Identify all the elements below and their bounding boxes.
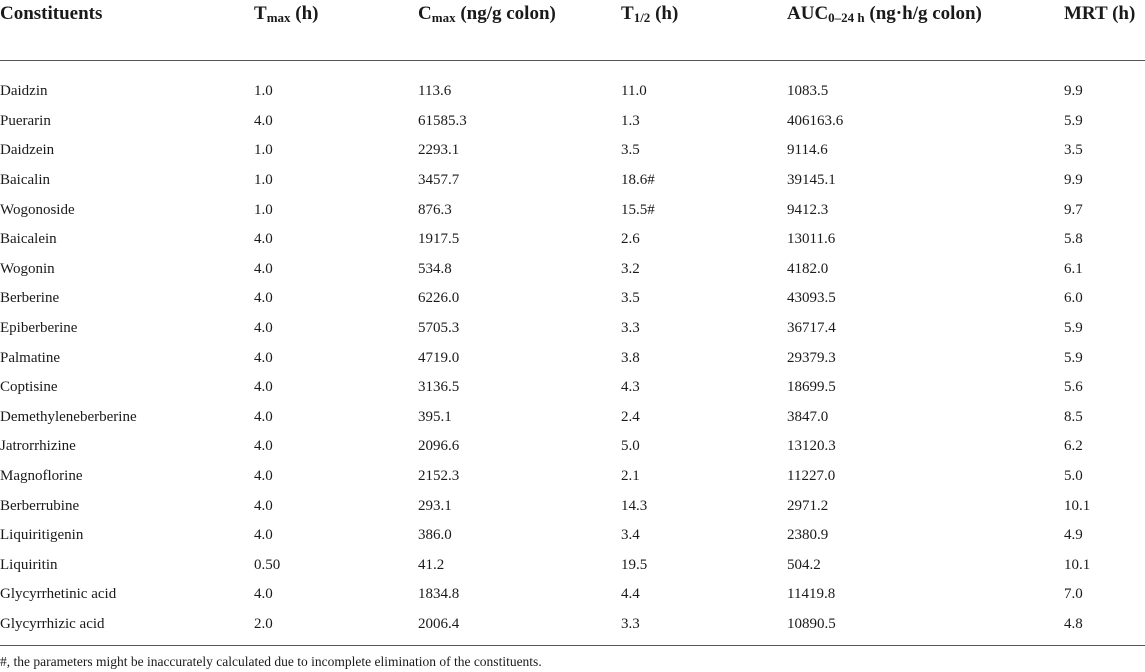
table-row bbox=[0, 432, 1145, 462]
cell-constituent: Daidzein bbox=[0, 142, 55, 159]
cell-cmax: 876.3 bbox=[418, 201, 452, 218]
cell-thalf: 3.3 bbox=[621, 320, 640, 337]
cell-auc: 9412.3 bbox=[787, 201, 829, 218]
cell-constituent: Wogonoside bbox=[0, 201, 75, 218]
table-row bbox=[0, 373, 1145, 403]
table-row bbox=[0, 491, 1145, 521]
table-row bbox=[0, 195, 1145, 225]
cell-tmax: 4.0 bbox=[254, 586, 273, 603]
header-mrt: MRT (h) bbox=[1064, 0, 1145, 61]
cell-constituent: Puerarin bbox=[0, 112, 51, 129]
table-row bbox=[0, 580, 1145, 610]
cell-thalf: 3.3 bbox=[621, 610, 787, 646]
cell-mrt: 5.6 bbox=[1064, 379, 1083, 396]
cell-mrt: 9.7 bbox=[1064, 201, 1083, 218]
cell-cmax: 2293.1 bbox=[418, 142, 460, 159]
cell-tmax: 4.0 bbox=[254, 527, 273, 544]
table-row bbox=[0, 284, 1145, 314]
cell-auc: 1083.5 bbox=[787, 83, 829, 100]
cell-tmax: 2.0 bbox=[254, 610, 418, 646]
cell-constituent: Liquiritigenin bbox=[0, 527, 84, 544]
cell-cmax: 2152.3 bbox=[418, 468, 460, 485]
cell-cmax: 386.0 bbox=[418, 527, 452, 544]
cell-cmax: 113.6 bbox=[418, 83, 452, 100]
cell-tmax: 4.0 bbox=[254, 320, 273, 337]
cell-thalf: 18.6# bbox=[621, 172, 655, 189]
cell-auc: 13011.6 bbox=[787, 231, 836, 248]
cell-thalf: 2.4 bbox=[621, 408, 640, 425]
cell-thalf: 3.5 bbox=[621, 290, 640, 307]
table-row bbox=[0, 225, 1145, 255]
table-row bbox=[0, 314, 1145, 344]
table-row bbox=[0, 462, 1145, 492]
table-row bbox=[0, 610, 1145, 646]
cell-mrt: 10.1 bbox=[1064, 556, 1091, 573]
cell-mrt: 6.1 bbox=[1064, 260, 1083, 277]
cell-tmax: 1.0 bbox=[254, 172, 273, 189]
cell-constituent: Palmatine bbox=[0, 349, 60, 366]
cell-auc: 11227.0 bbox=[787, 468, 836, 485]
cell-thalf: 3.2 bbox=[621, 260, 640, 277]
cell-auc: 18699.5 bbox=[787, 379, 836, 396]
cell-mrt: 9.9 bbox=[1064, 172, 1083, 189]
cell-auc: 4182.0 bbox=[787, 260, 829, 277]
cell-thalf: 5.0 bbox=[621, 438, 640, 455]
cell-cmax: 4719.0 bbox=[418, 349, 460, 366]
cell-mrt: 5.9 bbox=[1064, 320, 1083, 337]
table-row bbox=[0, 343, 1145, 373]
cell-cmax: 5705.3 bbox=[418, 320, 460, 337]
cell-mrt: 4.9 bbox=[1064, 527, 1083, 544]
cell-auc: 2971.2 bbox=[787, 497, 829, 514]
cell-thalf: 2.6 bbox=[621, 231, 640, 248]
cell-cmax: 3136.5 bbox=[418, 379, 460, 396]
cell-constituent: Coptisine bbox=[0, 379, 58, 396]
cell-cmax: 395.1 bbox=[418, 408, 452, 425]
cell-auc: 13120.3 bbox=[787, 438, 836, 455]
cell-thalf: 11.0 bbox=[621, 83, 647, 100]
cell-auc: 3847.0 bbox=[787, 408, 829, 425]
cell-constituent: Epiberberine bbox=[0, 320, 78, 337]
cell-constituent: Glycyrrhizic acid bbox=[0, 610, 254, 646]
cell-tmax: 4.0 bbox=[254, 112, 273, 129]
cell-cmax: 2096.6 bbox=[418, 438, 460, 455]
table-row bbox=[0, 255, 1145, 285]
cell-tmax: 1.0 bbox=[254, 83, 273, 100]
table-body bbox=[0, 61, 1145, 646]
header-spacer-row bbox=[0, 61, 1145, 78]
table-row bbox=[0, 166, 1145, 196]
cell-tmax: 4.0 bbox=[254, 349, 273, 366]
cell-tmax: 0.50 bbox=[254, 556, 281, 573]
table-header bbox=[0, 0, 1145, 61]
cell-constituent: Daidzin bbox=[0, 83, 48, 100]
cell-constituent: Baicalein bbox=[0, 231, 57, 248]
cell-mrt: 5.9 bbox=[1064, 349, 1083, 366]
cell-mrt: 9.9 bbox=[1064, 83, 1083, 100]
cell-mrt: 3.5 bbox=[1064, 142, 1083, 159]
cell-mrt: 7.0 bbox=[1064, 586, 1083, 603]
cell-mrt: 5.0 bbox=[1064, 468, 1083, 485]
cell-auc: 36717.4 bbox=[787, 320, 836, 337]
cell-tmax: 4.0 bbox=[254, 408, 273, 425]
cell-constituent: Berberine bbox=[0, 290, 60, 307]
cell-tmax: 1.0 bbox=[254, 201, 273, 218]
cell-constituent: Magnoflorine bbox=[0, 468, 83, 485]
cell-mrt: 6.0 bbox=[1064, 290, 1083, 307]
cell-auc: 43093.5 bbox=[787, 290, 836, 307]
cell-mrt: 6.2 bbox=[1064, 438, 1083, 455]
table-row bbox=[0, 136, 1145, 166]
spacer-cell bbox=[0, 61, 1145, 78]
cell-thalf: 3.8 bbox=[621, 349, 640, 366]
cell-cmax: 61585.3 bbox=[418, 112, 467, 129]
cell-tmax: 4.0 bbox=[254, 231, 273, 248]
cell-constituent: Berberrubine bbox=[0, 497, 80, 514]
table-row bbox=[0, 107, 1145, 137]
cell-auc: 10890.5 bbox=[787, 610, 1064, 646]
cell-tmax: 4.0 bbox=[254, 379, 273, 396]
header-auc: $AUC_{0-24 h}$ (ng·h/g colon) bbox=[787, 0, 1064, 61]
cell-mrt: 10.1 bbox=[1064, 497, 1091, 514]
cell-thalf: 3.5 bbox=[621, 142, 640, 159]
cell-cmax: 2006.4 bbox=[418, 610, 621, 646]
cell-thalf: 19.5 bbox=[621, 556, 648, 573]
cell-tmax: 4.0 bbox=[254, 438, 273, 455]
cell-cmax: 293.1 bbox=[418, 497, 452, 514]
cell-cmax: 1834.8 bbox=[418, 586, 460, 603]
header-constituents: Constituents bbox=[0, 0, 254, 61]
cell-constituent: Demethyleneberberine bbox=[0, 408, 137, 425]
cell-constituent: Jatrorrhizine bbox=[0, 438, 76, 455]
cell-tmax: 4.0 bbox=[254, 290, 273, 307]
cell-constituent: Glycyrrhetinic acid bbox=[0, 586, 117, 603]
cell-thalf: 2.1 bbox=[621, 468, 640, 485]
cell-auc: 9114.6 bbox=[787, 142, 828, 159]
table-row bbox=[0, 551, 1145, 581]
cell-cmax: 1917.5 bbox=[418, 231, 460, 248]
header-tmax: $T_{max}$ (h) bbox=[254, 0, 418, 61]
cell-tmax: 4.0 bbox=[254, 468, 273, 485]
cell-mrt: 8.5 bbox=[1064, 408, 1083, 425]
cell-thalf: 3.4 bbox=[621, 527, 640, 544]
cell-auc: 406163.6 bbox=[787, 112, 844, 129]
header-row bbox=[0, 0, 1145, 61]
cell-cmax: 41.2 bbox=[418, 556, 445, 573]
table-row bbox=[0, 521, 1145, 551]
header-cmax: $C_{max}$ (ng/g colon) bbox=[418, 0, 621, 61]
cell-mrt: 5.8 bbox=[1064, 231, 1083, 248]
cell-tmax: 4.0 bbox=[254, 260, 273, 277]
cell-auc: 2380.9 bbox=[787, 527, 829, 544]
cell-thalf: 4.3 bbox=[621, 379, 640, 396]
cell-cmax: 534.8 bbox=[418, 260, 452, 277]
cell-tmax: 4.0 bbox=[254, 497, 273, 514]
cell-constituent: Baicalin bbox=[0, 172, 50, 189]
cell-tmax: 1.0 bbox=[254, 142, 273, 159]
cell-auc: 39145.1 bbox=[787, 172, 836, 189]
cell-thalf: 4.4 bbox=[621, 586, 640, 603]
cell-auc: 29379.3 bbox=[787, 349, 836, 366]
table-row bbox=[0, 77, 1145, 107]
cell-auc: 504.2 bbox=[787, 556, 821, 573]
header-thalf: $T_{1/2}$ (h) bbox=[621, 0, 787, 61]
cell-cmax: 3457.7 bbox=[418, 172, 460, 189]
cell-constituent: Wogonin bbox=[0, 260, 55, 277]
cell-thalf: 15.5# bbox=[621, 201, 655, 218]
cell-mrt: 4.8 bbox=[1064, 610, 1145, 646]
table-footnote: #, the parameters might be inaccurately calculated due to incomplete elimination of the constituents. bbox=[0, 654, 542, 669]
table-row bbox=[0, 403, 1145, 433]
cell-thalf: 1.3 bbox=[621, 112, 640, 129]
cell-cmax: 6226.0 bbox=[418, 290, 460, 307]
cell-mrt: 5.9 bbox=[1064, 112, 1083, 129]
cell-thalf: 14.3 bbox=[621, 497, 648, 514]
cell-constituent: Liquiritin bbox=[0, 556, 58, 573]
cell-auc: 11419.8 bbox=[787, 586, 836, 603]
